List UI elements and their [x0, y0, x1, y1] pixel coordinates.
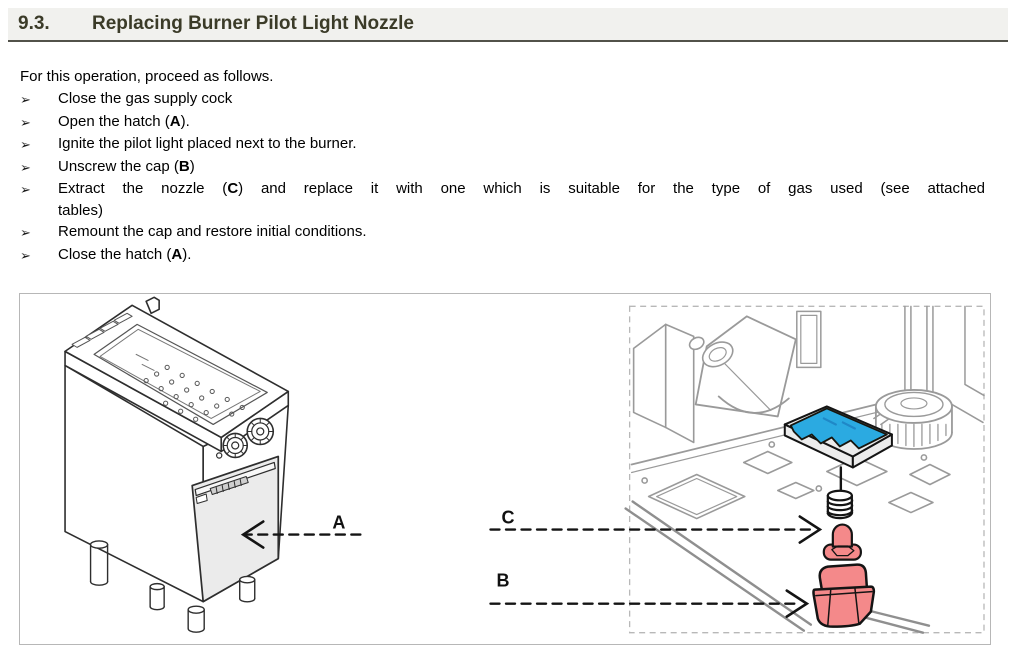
arrow-bullet-icon: ➢ — [20, 92, 31, 107]
burner-cap-part — [813, 565, 873, 627]
instruction-text: Ignite the pilot light placed next to the burner. — [58, 135, 357, 152]
pilot-nozzle-part — [824, 525, 861, 560]
instruction-item — [20, 88, 985, 111]
arrow-bullet-icon: ➢ — [20, 159, 31, 175]
appliance-illustration — [65, 297, 288, 632]
figure-illustration — [20, 294, 990, 644]
section-title: Replacing Burner Pilot Light Nozzle — [92, 13, 414, 34]
arrow-bullet-icon: ➢ — [20, 137, 31, 152]
instruction-item — [20, 133, 985, 156]
label-nozzle-c: C — [501, 507, 515, 528]
label-hatch-a: A — [332, 512, 346, 533]
instruction-text: Open the hatch (A). — [58, 112, 190, 130]
arrow-bullet-icon: ➢ — [20, 225, 31, 240]
callout-arrows — [243, 517, 820, 617]
arrow-bullet-icon: ➢ — [20, 247, 31, 263]
instruction-item — [20, 156, 985, 179]
intro-text: For this operation, proceed as follows. — [20, 68, 274, 85]
section-number: 9.3. — [18, 13, 50, 34]
burner-detail-illustration — [626, 306, 984, 632]
section-heading — [8, 8, 1008, 42]
instruction-text: Remount the cap and restore initial conditions. — [58, 223, 367, 240]
instruction-text: Close the hatch (A). — [58, 245, 192, 263]
instruction-item — [20, 111, 985, 134]
instruction-list — [20, 88, 985, 266]
arrow-bullet-icon: ➢ — [20, 182, 31, 197]
instruction-item — [20, 244, 985, 267]
instruction-item — [20, 221, 985, 244]
figure-frame — [19, 293, 991, 645]
burner-assembly — [687, 316, 795, 416]
instruction-text: Close the gas supply cock — [58, 90, 233, 107]
instruction-text: Extract the nozzle (C) and replace it with one which is suitable for the type of gas used (see attached tables) — [58, 180, 986, 219]
label-cap-b: B — [496, 570, 510, 591]
spring — [828, 491, 852, 518]
instruction-text: Unscrew the cap (B) — [58, 157, 195, 175]
instruction-item — [20, 178, 985, 221]
arrow-bullet-icon: ➢ — [20, 114, 31, 130]
